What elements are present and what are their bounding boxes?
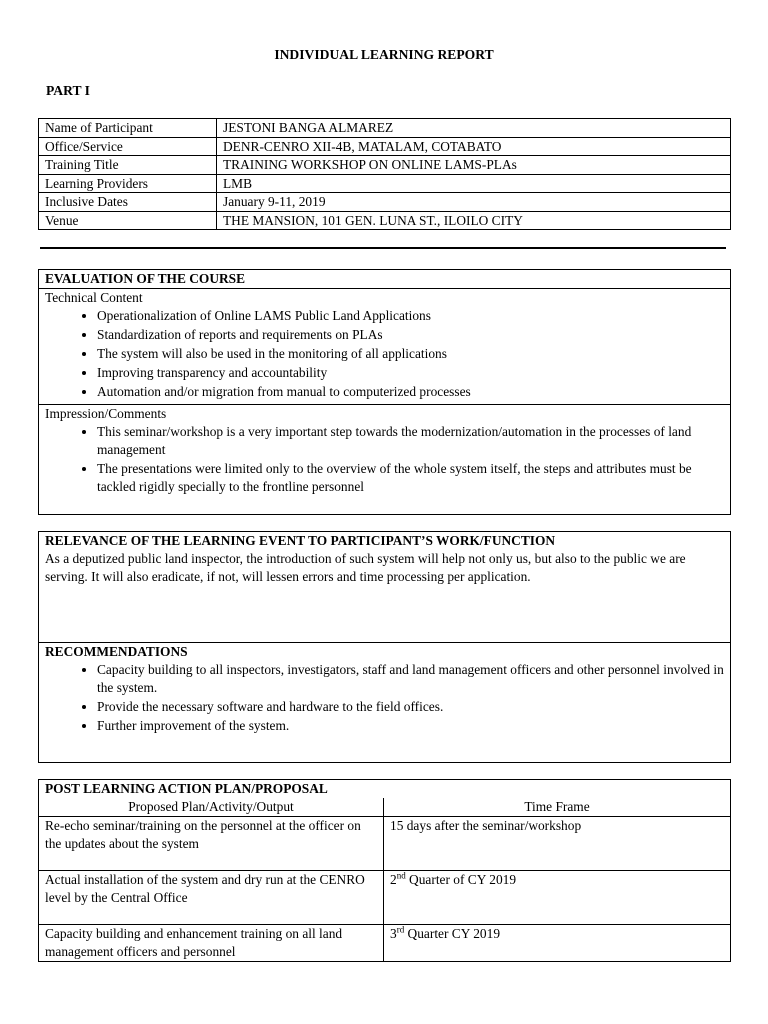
recommendations-section	[39, 642, 730, 735]
part-label: PART I	[46, 83, 90, 98]
ordinal-number: 2	[390, 872, 397, 887]
column-header-time: Time Frame	[384, 798, 731, 817]
ordinal-suffix: nd	[396, 870, 406, 881]
recommendations-header: RECOMMENDATIONS	[45, 644, 188, 659]
list-item: • Operationalization of Online LAMS Public Land Applications	[97, 307, 724, 325]
list-item: • Provide the necessary software and hardware to the field offices.	[97, 698, 724, 716]
info-label: Training Title	[39, 156, 217, 175]
action-plan-header: POST LEARNING ACTION PLAN/PROPOSAL	[45, 781, 328, 796]
list-item: • Improving transparency and accountability	[97, 364, 724, 382]
time-cell: 15 days after the seminar/workshop	[384, 817, 731, 871]
time-cell	[384, 871, 731, 925]
relevance-text: As a deputized public land inspector, the introduction of such system will help not only us, but also to the public we are serving. It will also eradicate, if not, will lessen errors and time processing per application.	[45, 551, 686, 584]
time-text: Quarter CY 2019	[404, 926, 501, 941]
list-item: • Further improvement of the system.	[97, 717, 724, 735]
evaluation-header-section	[39, 270, 730, 288]
info-value: TRAINING WORKSHOP ON ONLINE LAMS-PLAs	[217, 156, 731, 175]
table-row	[39, 871, 730, 925]
info-label: Inclusive Dates	[39, 193, 217, 212]
relevance-header: RELEVANCE OF THE LEARNING EVENT TO PARTICIPANT’S WORK/FUNCTION	[45, 533, 556, 548]
impression-list	[45, 423, 724, 496]
list-item: • The presentations were limited only to the overview of the whole system itself, the steps and attributes must be tackled rigidly specially to the frontline personnel	[97, 460, 724, 496]
plan-cell: Actual installation of the system and dry run at the CENRO level by the Central Office	[39, 871, 384, 925]
list-item: • Standardization of reports and requirements on PLAs	[97, 326, 724, 344]
recommendations-list	[45, 661, 724, 735]
table-row	[39, 174, 731, 193]
info-label: Office/Service	[39, 137, 217, 156]
time-text: Quarter of CY 2019	[405, 872, 517, 887]
document-title: INDIVIDUAL LEARNING REPORT	[274, 47, 494, 62]
info-value: LMB	[217, 174, 731, 193]
column-header-plan: Proposed Plan/Activity/Output	[39, 798, 384, 817]
impression-label: Impression/Comments	[45, 406, 167, 421]
info-label: Venue	[39, 211, 217, 230]
relevance-recommendations-box	[38, 531, 731, 763]
horizontal-divider	[40, 247, 726, 249]
technical-content-section	[39, 288, 730, 404]
relevance-section	[39, 532, 730, 642]
impression-section	[39, 404, 730, 496]
table-row	[39, 211, 731, 230]
table-row	[39, 817, 730, 871]
participant-info-table	[38, 118, 731, 230]
plan-cell: Re-echo seminar/training on the personnel at the officer on the updates about the system	[39, 817, 384, 871]
info-value: DENR-CENRO XII-4B, MATALAM, COTABATO	[217, 137, 731, 156]
ordinal-number: 3	[390, 926, 397, 941]
table-row	[39, 119, 731, 138]
info-value: January 9-11, 2019	[217, 193, 731, 212]
table-header-row	[39, 798, 730, 817]
technical-content-list	[45, 307, 724, 401]
list-item: • Capacity building to all inspectors, investigators, staff and land management officers and other personnel involved in the system.	[97, 661, 724, 697]
list-item: • Automation and/or migration from manual to computerized processes	[97, 383, 724, 401]
action-plan-table	[39, 798, 730, 961]
plan-cell: Capacity building and enhancement training on all land management officers and personnel	[39, 925, 384, 962]
info-value: THE MANSION, 101 GEN. LUNA ST., ILOILO CITY	[217, 211, 731, 230]
info-label: Learning Providers	[39, 174, 217, 193]
action-plan-box	[38, 779, 731, 962]
info-label: Name of Participant	[39, 119, 217, 138]
table-row	[39, 193, 731, 212]
ordinal-suffix: rd	[396, 924, 405, 935]
table-row	[39, 156, 731, 175]
time-cell	[384, 925, 731, 962]
list-item: • This seminar/workshop is a very important step towards the modernization/automation in the processes of land management	[97, 423, 724, 459]
table-row	[39, 925, 730, 962]
technical-content-label: Technical Content	[45, 290, 143, 305]
evaluation-box	[38, 269, 731, 515]
list-item: • The system will also be used in the monitoring of all applications	[97, 345, 724, 363]
info-value: JESTONI BANGA ALMAREZ	[217, 119, 731, 138]
table-row	[39, 137, 731, 156]
action-plan-header-section	[39, 780, 730, 798]
evaluation-header: EVALUATION OF THE COURSE	[45, 271, 246, 286]
